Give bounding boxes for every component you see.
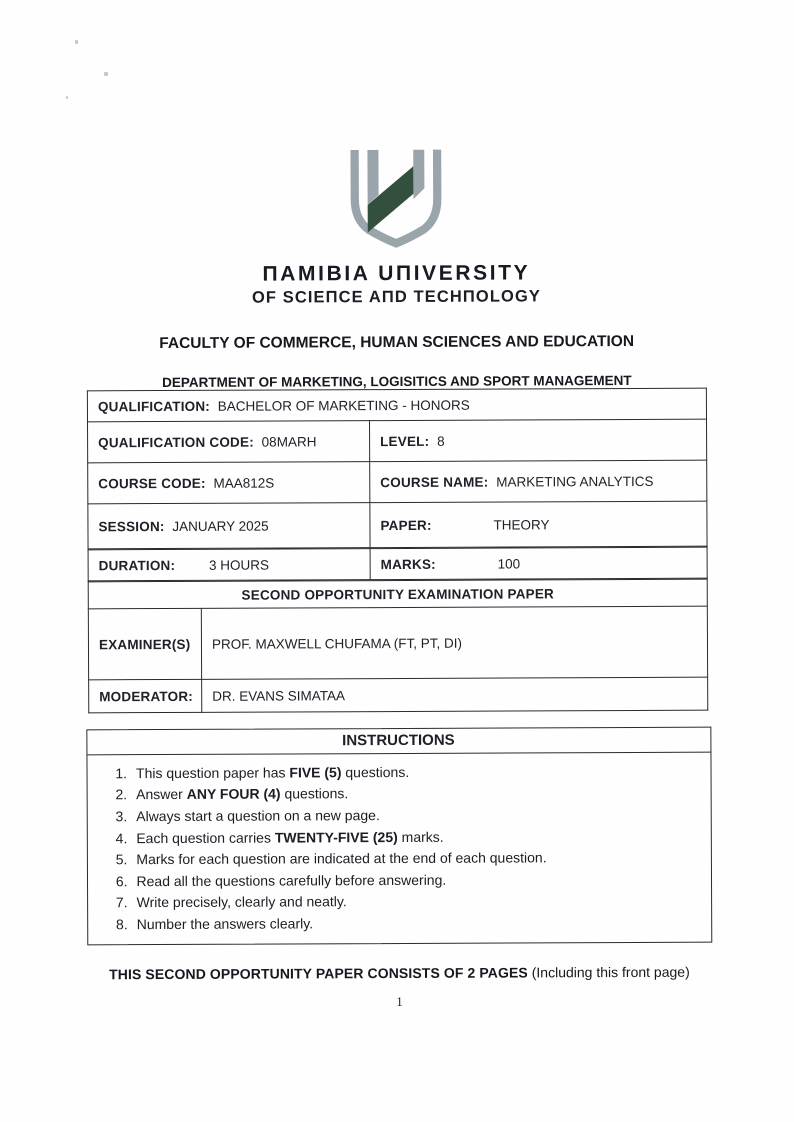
instruction-item: 3. Always start a question on a new page. <box>115 807 380 825</box>
moderator-value: DR. EVANS SIMATAA <box>202 677 708 712</box>
level-label: LEVEL: <box>380 433 430 449</box>
page-number: 1 <box>396 993 403 1009</box>
duration-label: DURATION: <box>98 557 176 573</box>
instructions-box <box>86 727 712 945</box>
course-name-value: MARKETING ANALYTICS <box>496 473 654 490</box>
table-row-qualification <box>87 388 706 422</box>
university-name-sub: OF SCIEΠCE AΠD TECHΠOLOGY <box>251 287 542 307</box>
qualification-code-value: 08MARH <box>261 433 317 450</box>
examiner-value: PROF. MAXWELL CHUFAMA (FT, PT, DI) <box>201 606 707 679</box>
course-code-value: MAA812S <box>213 475 275 491</box>
duration-marks-table <box>88 547 708 582</box>
instruction-item: 8. Number the answers clearly. <box>115 915 314 933</box>
page-count-note <box>2 963 794 982</box>
table-row-paper-title <box>88 579 707 609</box>
course-details-table <box>87 388 708 550</box>
department-heading: DEPARTMENT OF MARKETING, LOGISITICS AND SPORT MANAGEMENT <box>162 372 632 391</box>
crest-left-bar <box>367 150 378 205</box>
qualification-value: BACHELOR OF MARKETING - HONORS <box>217 397 470 414</box>
level-value: 8 <box>437 433 445 449</box>
table-row-course <box>88 460 707 504</box>
instruction-item: 2. Answer ANY FOUR (4) questions. <box>115 785 349 803</box>
table-row-session <box>88 501 707 549</box>
instruction-item: 7. Write precisely, clearly and neatly. <box>115 893 347 911</box>
faculty-heading: FACULTY OF COMMERCE, HUMAN SCIENCES AND EDUCATION <box>159 332 635 353</box>
page-count-bold: THIS SECOND OPPORTUNITY PAPER CONSISTS OF 2 PAGES <box>109 964 528 983</box>
instructions-list <box>87 760 711 935</box>
qualification-label: QUALIFICATION: <box>97 398 211 414</box>
instruction-item: 1. This question paper has FIVE (5) questions. <box>115 763 410 782</box>
university-name: ΠAMIBIA UΠIVERSITY <box>262 261 531 286</box>
course-name-label: COURSE NAME: <box>380 474 489 490</box>
instruction-item: 6. Read all the questions carefully before answering. <box>115 871 447 889</box>
university-crest-icon <box>341 146 451 249</box>
exam-paper-title: SECOND OPPORTUNITY EXAMINATION PAPER <box>88 579 707 609</box>
table-row-duration <box>88 547 707 581</box>
university-logo <box>0 144 794 308</box>
table-row-qualification-code <box>88 419 707 463</box>
paper-label: PAPER: <box>380 517 432 533</box>
table-row-moderator <box>89 677 708 713</box>
table-row-examiner <box>88 606 707 680</box>
instruction-item: 4. Each question carries TWENTY-FIVE (25) marks. <box>115 828 444 846</box>
session-label: SESSION: <box>98 518 165 534</box>
qualification-code-label: QUALIFICATION CODE: <box>98 434 254 450</box>
instructions-title: INSTRUCTIONS <box>87 728 710 756</box>
marks-value: 100 <box>497 555 521 572</box>
page-count-regular: (Including this front page) <box>527 963 690 981</box>
examiner-table <box>88 579 709 714</box>
duration-value: 3 HOURS <box>208 557 269 573</box>
paper-value: THEORY <box>493 516 550 533</box>
crest-right-bar <box>413 150 424 200</box>
examiner-label: EXAMINER(S) <box>98 636 191 652</box>
course-code-label: COURSE CODE: <box>98 475 206 491</box>
marks-label: MARKS: <box>380 556 436 572</box>
instruction-item: 5. Marks for each question are indicated at the end of each question. <box>115 849 547 868</box>
moderator-label: MODERATOR: <box>99 688 193 704</box>
session-value: JANUARY 2025 <box>172 518 269 534</box>
